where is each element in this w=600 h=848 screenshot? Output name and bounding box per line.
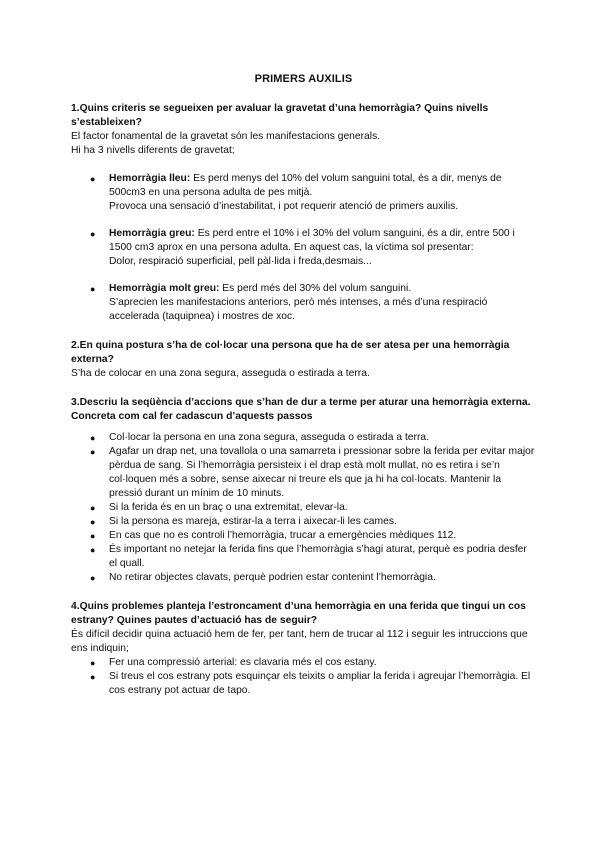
bullet-icon: ● xyxy=(90,174,96,184)
list-item xyxy=(71,656,536,670)
bullet-icon: ● xyxy=(90,573,96,583)
item-text: Si la persona es mareja, estirar-la a terra i aixecar-li les cames. xyxy=(109,516,397,527)
document-page xyxy=(71,72,536,713)
item-text: En cas que no es controli l’hemorràgia, trucar a emergències mèdiques 112. xyxy=(109,530,457,541)
item-text: Col·locar la persona en una zona segura, asseguda o estirada a terra. xyxy=(109,432,429,443)
list-item xyxy=(71,431,536,445)
bullet-icon: ● xyxy=(90,447,96,457)
item-label: Hemorràgia greu: xyxy=(109,228,195,239)
severity-list xyxy=(71,172,536,324)
item-text: Es perd més del 30% del volum sanguini. xyxy=(219,283,412,294)
list-item xyxy=(71,227,536,269)
question-1: 1.Quins criteris se segueixen per avaluar la gravetat d’una hemorràgia? Quins nivells s’estableixen? xyxy=(71,103,489,128)
section-1 xyxy=(71,102,536,324)
question-3: 3.Descriu la seqüència d’accions que s’han de dur a terme per aturar una hemorràgia externa. Concreta com cal fer cadascun d’aquests passos xyxy=(71,397,531,422)
list-item xyxy=(71,515,536,529)
bullet-icon: ● xyxy=(90,517,96,527)
item-text: Fer una compressió arterial: es clavaria més el cos estany. xyxy=(109,657,377,668)
question-4: 4.Quins problemes planteja l’estroncament d’una hemorràgia en una ferida que tingui un cos estrany? Quines pautes d’actuació has de seguir? xyxy=(71,601,526,626)
item-label: Hemorràgia molt greu: xyxy=(109,283,220,294)
list-item xyxy=(71,172,536,214)
item-text: Si treus el cos estrany pots esquinçar els teixits o ampliar la ferida i agreujar l’hemorràgia. El cos estrany pot actuar de tapo. xyxy=(109,671,531,696)
item-text: Es perd entre el 10% i el 30% del volum sanguini, és a dir, entre 500 i 1500 cm3 aprox en una persona adulta. En aquest cas, la víctima sol presentar: xyxy=(109,228,515,253)
document-title: PRIMERS AUXILIS xyxy=(254,73,353,85)
bullet-icon: ● xyxy=(90,503,96,513)
answer: S’ha de colocar en una zona segura, asseguda o estirada a terra. xyxy=(71,368,370,379)
list-item xyxy=(71,445,536,501)
steps-list xyxy=(71,431,536,585)
bullet-icon: ● xyxy=(90,658,96,668)
list-item xyxy=(71,282,536,324)
list-item xyxy=(71,501,536,515)
bullet-icon: ● xyxy=(90,229,96,239)
bullet-icon: ● xyxy=(90,284,96,294)
item-extra: Provoca una sensació d’inestabilitat, i pot requerir atenció de primers auxilis. xyxy=(109,201,459,212)
section-4 xyxy=(71,600,536,698)
bullet-icon: ● xyxy=(90,672,96,682)
question-2: 2.En quina postura s’ha de col·locar una persona que ha de ser atesa per una hemorràgia externa? xyxy=(71,340,510,365)
section-3 xyxy=(71,396,536,585)
item-text: És important no netejar la ferida fins que l’hemorràgia s’hagi aturat, perquè es podria desfer el quall. xyxy=(109,544,527,569)
bullet-icon: ● xyxy=(90,433,96,443)
paragraph: El factor fonamental de la gravetat són les manifestacions generals. xyxy=(71,131,381,142)
item-extra: Dolor, respiració superficial, pell pàl·lida i freda,desmais... xyxy=(109,256,372,267)
item-text: Es perd menys del 10% del volum sanguini total, és a dir, menys de 500cm3 en una persona adulta de pes mitjà. xyxy=(109,173,502,198)
list-item xyxy=(71,670,536,698)
list-item xyxy=(71,571,536,585)
section-2 xyxy=(71,339,536,381)
item-text: Si la ferida és en un braç o una extremitat, elevar-la. xyxy=(109,502,348,513)
list-item xyxy=(71,543,536,571)
list-item xyxy=(71,529,536,543)
guidelines-list xyxy=(71,656,536,698)
item-text: Agafar un drap net, una tovallola o una samarreta i pressionar sobre la ferida per evitar major pèrdua de sang. Si l’hemorràgia persisteix i el drap està molt mullat, no es retira i se’n col·loquen més a sobre, sense aixecar ni treure els que ja hi ha col·locats. Mantenir la pressió durant un mínim de 10 minuts. xyxy=(109,446,535,499)
paragraph: Hi ha 3 nivells diferents de gravetat; xyxy=(71,145,235,156)
item-label: Hemorràgia lleu: xyxy=(109,173,191,184)
answer: És difícil decidir quina actuació hem de fer, per tant, hem de trucar al 112 i seguir les intruccions que ens indiquin; xyxy=(71,629,528,654)
bullet-icon: ● xyxy=(90,531,96,541)
item-text: No retirar objectes clavats, perquè podrien estar contenint l’hemorràgia. xyxy=(109,572,436,583)
bullet-icon: ● xyxy=(90,545,96,555)
item-extra: S’aprecien les manifestacions anteriors, però més intenses, a més d’una respiració accelerada (taquipnea) i mostres de xoc. xyxy=(109,297,488,322)
